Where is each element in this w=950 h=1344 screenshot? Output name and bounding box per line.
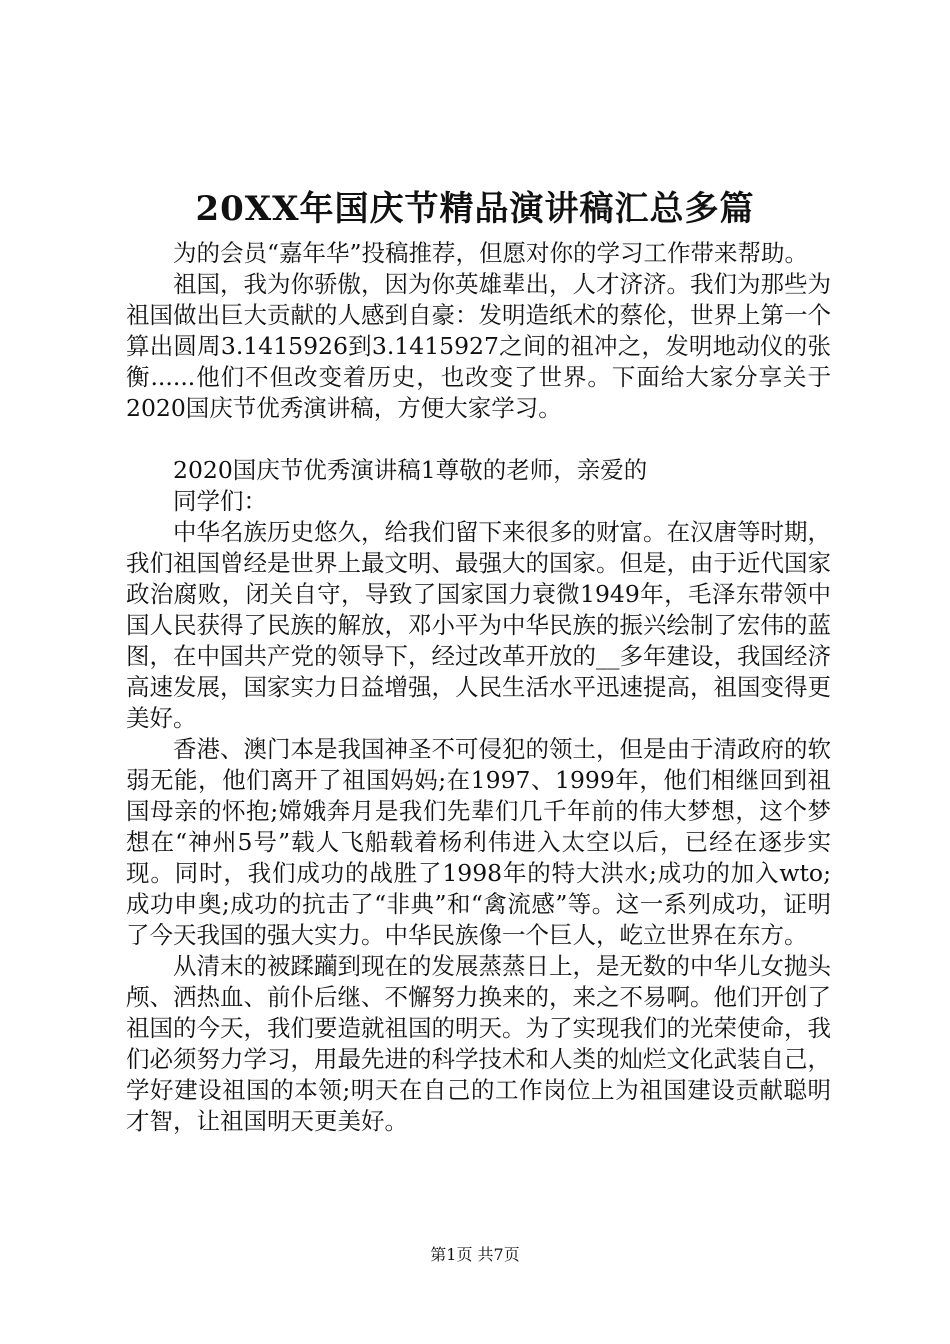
document-body	[126, 238, 831, 1137]
document-title: 20XX年国庆节精品演讲稿汇总多篇	[195, 189, 755, 229]
page-footer: 第1页 共7页	[430, 1245, 520, 1264]
intro-paragraph: 为的会员“嘉年华”投稿推荐，但愿对你的学习工作带来帮助。	[173, 239, 809, 267]
speech-paragraph: 香港、澳门本是我国神圣不可侵犯的领土，但是由于清政府的软弱无能，他们离开了祖国妈妈;在1997、1999年，他们相继回到祖国母亲的怀抱;嫦娥奔月是我们先辈们几千年前的伟大梦想，这个梦想在“神州5号”载人飞船载着杨利伟进入太空以后，已经在逐步实现。同时，我们成功的战胜了1998年的特大洪水;成功的加入wto;成功申奥;成功的抗击了“非典”和“禽流感”等。这一系列成功，证明了今天我国的强大实力。中华民族像一个巨人，屹立世界在东方。	[126, 735, 831, 949]
section-heading: 2020国庆节优秀演讲稿1尊敬的老师，亲爱的	[173, 456, 648, 484]
paragraph-gap	[126, 424, 831, 455]
speech-paragraph: 中华名族历史悠久，给我们留下来很多的财富。在汉唐等时期，我们祖国曾经是世界上最文明、最强大的国家。但是，由于近代国家政治腐败，闭关自守，导致了国家国力衰微1949年，毛泽东带领中国人民获得了民族的解放，邓小平为中华民族的振兴绘制了宏伟的蓝图，在中国共产党的领导下，经过改革开放的__多年建设，我国经济高速发展，国家实力日益增强，人民生活水平迅速提高，祖国变得更美好。	[126, 518, 831, 732]
speech-salutation: 同学们：	[173, 487, 267, 515]
intro-paragraph: 祖国，我为你骄傲，因为你英雄辈出，人才济济。我们为那些为祖国做出巨大贡献的人感到自豪：发明造纸术的蔡伦，世界上第一个算出圆周3.1415926到3.1415927之间的祖冲之，发明地动仪的张衡......他们不但改变着历史，也改变了世界。下面给大家分享关于2020国庆节优秀演讲稿，方便大家学习。	[126, 270, 831, 422]
speech-paragraph: 从清末的被蹂躏到现在的发展蒸蒸日上，是无数的中华儿女抛头颅、洒热血、前仆后继、不懈努力换来的，来之不易啊。他们开创了祖国的今天，我们要造就祖国的明天。为了实现我们的光荣使命，我们必须努力学习，用最先进的科学技术和人类的灿烂文化武装自己，学好建设祖国的本领;明天在自己的工作岗位上为祖国建设贡献聪明才智，让祖国明天更美好。	[126, 952, 831, 1135]
